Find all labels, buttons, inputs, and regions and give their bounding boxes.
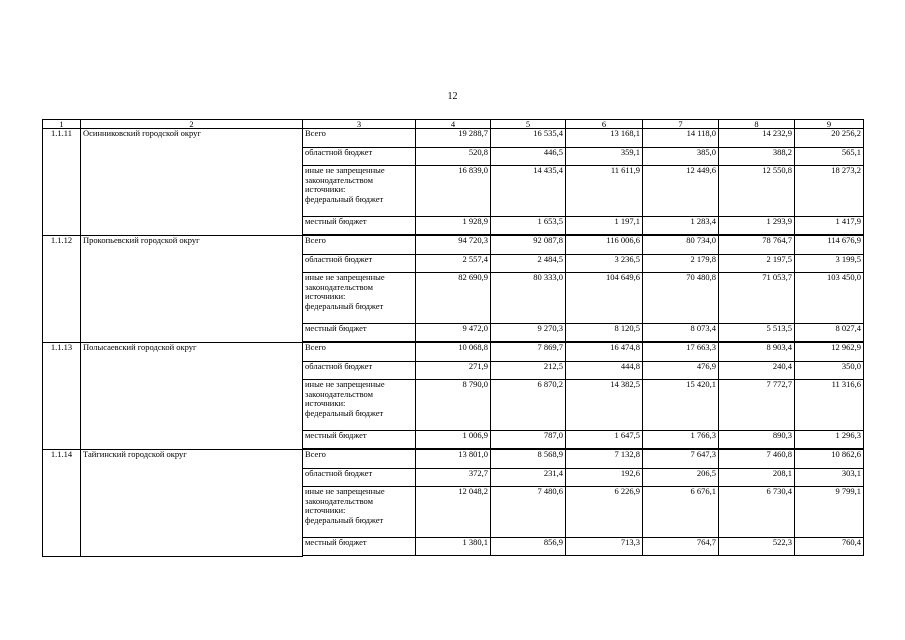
value-cell: 1 647,5 bbox=[566, 431, 643, 449]
value-cell: 14 382,5 bbox=[566, 380, 643, 431]
table-row-total bbox=[43, 450, 864, 469]
value-cell: 8 120,5 bbox=[566, 324, 643, 342]
district-name: Тайгинский городской округ bbox=[81, 450, 303, 557]
table-row-total bbox=[43, 236, 864, 255]
other-sources-line: источники: bbox=[305, 184, 346, 194]
value-cell: 82 690,9 bbox=[416, 273, 491, 324]
other-sources-line: источники: bbox=[305, 398, 346, 408]
district-name: Осинниковский городской округ bbox=[81, 129, 303, 236]
value-cell: 114 676,9 bbox=[795, 236, 864, 255]
value-cell: 1 928,9 bbox=[416, 217, 491, 235]
value-cell: 10 068,8 bbox=[416, 343, 491, 362]
value-cell: 856,9 bbox=[491, 538, 566, 556]
row-label-federal: федеральный бюджет bbox=[305, 193, 384, 204]
value-cell: 78 764,7 bbox=[719, 236, 795, 255]
value-cell: 446,5 bbox=[491, 148, 566, 166]
value-cell: 16 535,4 bbox=[491, 129, 566, 148]
district-code: 1.1.13 bbox=[43, 343, 81, 450]
value-cell: 192,6 bbox=[566, 469, 643, 487]
page-number: 12 bbox=[447, 91, 458, 102]
value-cell: 206,5 bbox=[643, 469, 719, 487]
value-cell: 522,3 bbox=[719, 538, 795, 556]
value-cell: 7 772,7 bbox=[719, 380, 795, 431]
value-cell: 14 435,4 bbox=[491, 166, 566, 217]
value-cell: 16 474,8 bbox=[566, 343, 643, 362]
row-label-federal: федеральный бюджет bbox=[305, 300, 384, 311]
value-cell: 1 766,3 bbox=[643, 431, 719, 449]
row-label-federal: федеральный бюджет bbox=[305, 514, 384, 525]
value-cell: 713,3 bbox=[566, 538, 643, 556]
value-cell: 1 380,1 bbox=[416, 538, 491, 556]
row-label-total: Всего bbox=[303, 236, 416, 255]
value-cell: 80 734,0 bbox=[643, 236, 719, 255]
column-header-7: 7 bbox=[643, 120, 719, 129]
other-sources-line: иные не запрещенные bbox=[305, 272, 385, 282]
other-sources-line: законодательством bbox=[305, 174, 374, 185]
value-cell: 116 006,6 bbox=[566, 236, 643, 255]
value-cell: 1 296,3 bbox=[795, 431, 864, 449]
table-row-total bbox=[43, 343, 864, 362]
value-cell: 103 450,0 bbox=[795, 273, 864, 324]
value-cell: 1 417,9 bbox=[795, 217, 864, 235]
value-cell: 208,1 bbox=[719, 469, 795, 487]
column-header-2: 2 bbox=[81, 120, 303, 129]
other-sources-line: источники: bbox=[305, 291, 346, 301]
row-label-other-sources bbox=[303, 166, 416, 217]
column-header-6: 6 bbox=[566, 120, 643, 129]
value-cell: 12 962,9 bbox=[795, 343, 864, 362]
value-cell: 92 087,8 bbox=[491, 236, 566, 255]
value-cell: 303,1 bbox=[795, 469, 864, 487]
column-header-5: 5 bbox=[491, 120, 566, 129]
value-cell: 70 480,8 bbox=[643, 273, 719, 324]
value-cell: 385,0 bbox=[643, 148, 719, 166]
value-cell: 2 484,5 bbox=[491, 255, 566, 273]
row-label-other-sources bbox=[303, 273, 416, 324]
value-cell: 7 132,8 bbox=[566, 450, 643, 469]
budget-table bbox=[42, 119, 864, 557]
column-header-1: 1 bbox=[43, 120, 81, 129]
column-header-4: 4 bbox=[416, 120, 491, 129]
row-label-local: местный бюджет bbox=[303, 431, 416, 449]
value-cell: 8 790,0 bbox=[416, 380, 491, 431]
header-row bbox=[43, 120, 864, 129]
value-cell: 5 513,5 bbox=[719, 324, 795, 342]
value-cell: 20 256,2 bbox=[795, 129, 864, 148]
value-cell: 359,1 bbox=[566, 148, 643, 166]
value-cell: 2 179,8 bbox=[643, 255, 719, 273]
value-cell: 890,3 bbox=[719, 431, 795, 449]
value-cell: 2 557,4 bbox=[416, 255, 491, 273]
value-cell: 6 676,1 bbox=[643, 487, 719, 538]
row-label-regional: областной бюджет bbox=[303, 148, 416, 166]
value-cell: 787,0 bbox=[491, 431, 566, 449]
row-label-total: Всего bbox=[303, 129, 416, 148]
value-cell: 212,5 bbox=[491, 362, 566, 380]
row-label-local: местный бюджет bbox=[303, 538, 416, 556]
row-label-federal: федеральный бюджет bbox=[305, 407, 384, 418]
row-label-local: местный бюджет bbox=[303, 217, 416, 235]
value-cell: 476,9 bbox=[643, 362, 719, 380]
value-cell: 8 903,4 bbox=[719, 343, 795, 362]
value-cell: 71 053,7 bbox=[719, 273, 795, 324]
value-cell: 2 197,5 bbox=[719, 255, 795, 273]
value-cell: 7 460,8 bbox=[719, 450, 795, 469]
value-cell: 11 611,9 bbox=[566, 166, 643, 217]
value-cell: 6 870,2 bbox=[491, 380, 566, 431]
value-cell: 17 663,3 bbox=[643, 343, 719, 362]
value-cell: 18 273,2 bbox=[795, 166, 864, 217]
value-cell: 764,7 bbox=[643, 538, 719, 556]
value-cell: 1 006,9 bbox=[416, 431, 491, 449]
value-cell: 104 649,6 bbox=[566, 273, 643, 324]
other-sources-line: источники: bbox=[305, 505, 346, 515]
row-label-regional: областной бюджет bbox=[303, 362, 416, 380]
table-row-total bbox=[43, 129, 864, 148]
column-header-3: 3 bbox=[303, 120, 416, 129]
value-cell: 520,8 bbox=[416, 148, 491, 166]
row-label-total: Всего bbox=[303, 343, 416, 362]
value-cell: 444,8 bbox=[566, 362, 643, 380]
value-cell: 3 236,5 bbox=[566, 255, 643, 273]
value-cell: 271,9 bbox=[416, 362, 491, 380]
column-header-8: 8 bbox=[719, 120, 795, 129]
value-cell: 15 420,1 bbox=[643, 380, 719, 431]
value-cell: 12 550,8 bbox=[719, 166, 795, 217]
value-cell: 760,4 bbox=[795, 538, 864, 556]
value-cell: 9 799,1 bbox=[795, 487, 864, 538]
value-cell: 12 449,6 bbox=[643, 166, 719, 217]
value-cell: 6 226,9 bbox=[566, 487, 643, 538]
value-cell: 9 472,0 bbox=[416, 324, 491, 342]
value-cell: 1 653,5 bbox=[491, 217, 566, 235]
spacer-cell bbox=[303, 556, 864, 557]
value-cell: 8 568,9 bbox=[491, 450, 566, 469]
district-code: 1.1.11 bbox=[43, 129, 81, 236]
value-cell: 94 720,3 bbox=[416, 236, 491, 255]
row-label-other-sources bbox=[303, 380, 416, 431]
value-cell: 565,1 bbox=[795, 148, 864, 166]
value-cell: 13 801,0 bbox=[416, 450, 491, 469]
value-cell: 231,4 bbox=[491, 469, 566, 487]
other-sources-line: законодательством bbox=[305, 495, 374, 506]
value-cell: 9 270,3 bbox=[491, 324, 566, 342]
value-cell: 19 288,7 bbox=[416, 129, 491, 148]
row-label-total: Всего bbox=[303, 450, 416, 469]
row-label-other-sources bbox=[303, 487, 416, 538]
column-header-9: 9 bbox=[795, 120, 864, 129]
district-name: Прокопьевский городской округ bbox=[81, 236, 303, 343]
other-sources-line: иные не запрещенные bbox=[305, 165, 385, 175]
value-cell: 14 118,0 bbox=[643, 129, 719, 148]
value-cell: 3 199,5 bbox=[795, 255, 864, 273]
table-body bbox=[43, 120, 864, 557]
district-code: 1.1.12 bbox=[43, 236, 81, 343]
district-name: Полысаевский городской округ bbox=[81, 343, 303, 450]
value-cell: 7 480,6 bbox=[491, 487, 566, 538]
other-sources-line: иные не запрещенные bbox=[305, 486, 385, 496]
value-cell: 1 293,9 bbox=[719, 217, 795, 235]
value-cell: 10 862,6 bbox=[795, 450, 864, 469]
value-cell: 350,0 bbox=[795, 362, 864, 380]
other-sources-line: законодательством bbox=[305, 281, 374, 292]
value-cell: 14 232,9 bbox=[719, 129, 795, 148]
value-cell: 12 048,2 bbox=[416, 487, 491, 538]
value-cell: 6 730,4 bbox=[719, 487, 795, 538]
value-cell: 16 839,0 bbox=[416, 166, 491, 217]
value-cell: 372,7 bbox=[416, 469, 491, 487]
value-cell: 1 283,4 bbox=[643, 217, 719, 235]
value-cell: 13 168,1 bbox=[566, 129, 643, 148]
value-cell: 8 073,4 bbox=[643, 324, 719, 342]
value-cell: 80 333,0 bbox=[491, 273, 566, 324]
row-label-regional: областной бюджет bbox=[303, 255, 416, 273]
row-label-regional: областной бюджет bbox=[303, 469, 416, 487]
row-label-local: местный бюджет bbox=[303, 324, 416, 342]
value-cell: 8 027,4 bbox=[795, 324, 864, 342]
value-cell: 7 869,7 bbox=[491, 343, 566, 362]
value-cell: 388,2 bbox=[719, 148, 795, 166]
district-code: 1.1.14 bbox=[43, 450, 81, 557]
other-sources-line: иные не запрещенные bbox=[305, 379, 385, 389]
value-cell: 11 316,6 bbox=[795, 380, 864, 431]
value-cell: 1 197,1 bbox=[566, 217, 643, 235]
value-cell: 7 647,3 bbox=[643, 450, 719, 469]
value-cell: 240,4 bbox=[719, 362, 795, 380]
other-sources-line: законодательством bbox=[305, 388, 374, 399]
